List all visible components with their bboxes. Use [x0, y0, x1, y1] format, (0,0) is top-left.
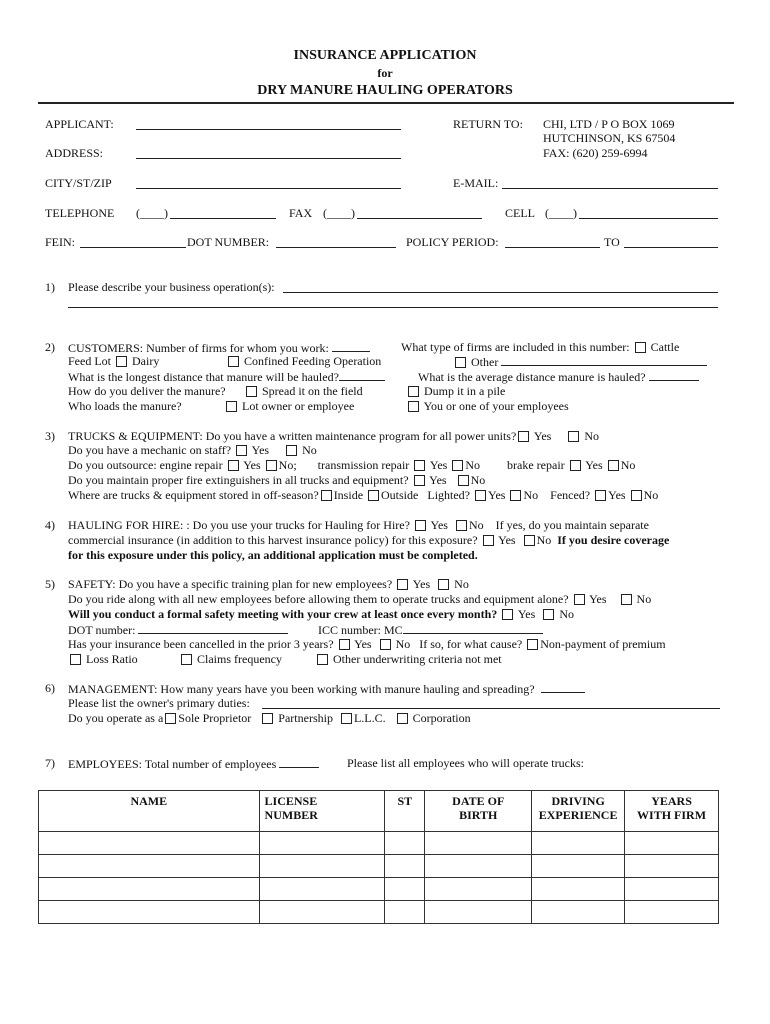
q1-number: 1) — [45, 280, 55, 294]
maintenance-yes-checkbox[interactable] — [518, 431, 529, 442]
telephone-field[interactable] — [170, 218, 276, 219]
average-distance-field[interactable] — [649, 369, 699, 381]
outside-checkbox[interactable] — [368, 490, 379, 501]
transmission-yes-checkbox[interactable] — [414, 460, 425, 471]
telephone-area: (____) — [136, 206, 168, 220]
email-field[interactable] — [502, 188, 718, 189]
q5-training: SAFETY: Do you have a specific training plan for new employees? Yes No — [68, 577, 469, 591]
commercial-no-checkbox[interactable] — [524, 535, 535, 546]
loads-question: Who loads the manure? — [68, 399, 182, 413]
meeting-yes-checkbox[interactable] — [502, 609, 513, 620]
table-cell[interactable] — [425, 878, 532, 901]
spread-option: Spread it on the field — [244, 384, 363, 398]
table-cell[interactable] — [625, 855, 719, 878]
lighted-no-checkbox[interactable] — [510, 490, 521, 501]
form-title: INSURANCE APPLICATION — [293, 48, 477, 63]
table-row — [39, 901, 719, 924]
cattle-checkbox[interactable] — [635, 342, 646, 353]
table-row — [39, 832, 719, 855]
col-header-dob: DATE OF BIRTH — [425, 791, 532, 832]
header-divider — [38, 102, 734, 104]
cell-field[interactable] — [579, 218, 718, 219]
you-checkbox[interactable] — [408, 401, 419, 412]
lot-owner-option: Lot owner or employee — [224, 399, 354, 413]
employees-count-field[interactable] — [279, 756, 319, 768]
address-label: ADDRESS: — [45, 146, 104, 160]
table-cell[interactable] — [385, 855, 425, 878]
spread-checkbox[interactable] — [246, 386, 257, 397]
policy-to-label: TO — [604, 235, 620, 249]
cell-label: CELL — [505, 206, 535, 220]
q4-commercial: commercial insurance (in addition to this harvest insurance policy) for this exposure? Yes No If you desire coverage — [68, 533, 670, 547]
other-field[interactable] — [501, 354, 707, 366]
q5-ride-along: Do you ride along with all new employees before allowing them to operate trucks and equipment alone? Yes No — [68, 592, 652, 606]
q1-field-line2[interactable] — [68, 307, 718, 308]
table-cell[interactable] — [385, 901, 425, 924]
confined-checkbox[interactable] — [228, 356, 239, 367]
extinguisher-yes-checkbox[interactable] — [414, 475, 425, 486]
other-checkbox[interactable] — [455, 357, 466, 368]
q7-number: 7) — [45, 756, 55, 770]
table-cell[interactable] — [39, 901, 260, 924]
table-cell[interactable] — [259, 832, 385, 855]
mechanic-no-checkbox[interactable] — [286, 445, 297, 456]
table-header-row — [39, 791, 719, 832]
form-title-for: for — [377, 66, 393, 80]
fax-area: (____) — [323, 206, 355, 220]
engine-no-checkbox[interactable] — [266, 460, 277, 471]
q5-meeting: Will you conduct a formal safety meeting with your crew at least once every month? Yes No — [68, 607, 574, 621]
return-fax: FAX: (620) 259-6994 — [543, 146, 648, 160]
table-cell[interactable] — [625, 901, 719, 924]
q2-customers: CUSTOMERS: Number of firms for whom you work: — [68, 340, 370, 355]
table-cell[interactable] — [532, 878, 625, 901]
return-to-label: RETURN TO: — [453, 117, 523, 131]
q4-number: 4) — [45, 518, 55, 532]
duties-field[interactable] — [262, 708, 720, 709]
deliver-question: How do you deliver the manure? — [68, 384, 226, 398]
q6-number: 6) — [45, 681, 55, 695]
fein-label: FEIN: — [45, 235, 75, 249]
transmission-no-checkbox[interactable] — [452, 460, 463, 471]
q5-icc: ICC number: MC — [318, 622, 543, 637]
table-cell[interactable] — [259, 855, 385, 878]
q3-outsource: Do you outsource: engine repair Yes No; transmission repair Yes No brake repair Yes No — [68, 458, 636, 472]
table-cell[interactable] — [532, 832, 625, 855]
q3-extinguishers: Do you maintain proper fire extinguishers in all trucks and equipment? Yes No — [68, 473, 486, 487]
meeting-no-checkbox[interactable] — [543, 609, 554, 620]
q2-firm-types: What type of firms are included in this number: Cattle — [401, 340, 680, 354]
inside-checkbox[interactable] — [321, 490, 332, 501]
policy-period-label: POLICY PERIOD: — [406, 235, 499, 249]
table-cell[interactable] — [425, 901, 532, 924]
longest-distance: What is the longest distance that manure will be hauled? — [68, 369, 385, 384]
address-field[interactable] — [136, 158, 401, 159]
q6-operate: Do you operate as a Sole Proprietor Partnership L.L.C. Corporation — [68, 711, 471, 725]
table-cell[interactable] — [259, 901, 385, 924]
q3-number: 3) — [45, 429, 55, 443]
training-yes-checkbox[interactable] — [397, 579, 408, 590]
table-cell[interactable] — [385, 832, 425, 855]
commercial-yes-checkbox[interactable] — [483, 535, 494, 546]
q4-hauling: HAULING FOR HIRE: : Do you use your trucks for Hauling for Hire? Yes No If yes, do you maintain separate — [68, 518, 649, 532]
city-label: CITY/ST/ZIP — [45, 176, 112, 190]
loss-ratio-checkbox[interactable] — [70, 654, 81, 665]
applicant-field[interactable] — [136, 129, 401, 130]
maintenance-no-checkbox[interactable] — [568, 431, 579, 442]
cell-area: (____) — [545, 206, 577, 220]
table-cell[interactable] — [39, 855, 260, 878]
claims-checkbox[interactable] — [181, 654, 192, 665]
policy-start-field[interactable] — [505, 247, 600, 248]
table-cell[interactable] — [259, 878, 385, 901]
q3-stored: Where are trucks & equipment stored in off-season? Inside Outside Lighted? Yes No Fenced? Yes No — [68, 488, 659, 502]
fenced-no-checkbox[interactable] — [631, 490, 642, 501]
table-cell[interactable] — [532, 901, 625, 924]
table-cell[interactable] — [385, 878, 425, 901]
fax-label: FAX — [289, 206, 313, 220]
email-label: E-MAIL: — [453, 176, 499, 190]
engine-yes-checkbox[interactable] — [228, 460, 239, 471]
q7-list: Please list all employees who will operate trucks: — [347, 756, 584, 770]
table-cell[interactable] — [625, 878, 719, 901]
dot-number-label: DOT NUMBER: — [187, 235, 270, 249]
applicant-label: APPLICANT: — [45, 117, 114, 131]
mechanic-yes-checkbox[interactable] — [236, 445, 247, 456]
loss-ratio-option: Loss Ratio — [68, 652, 138, 666]
dump-checkbox[interactable] — [408, 386, 419, 397]
fein-field[interactable] — [80, 247, 186, 248]
cancelled-yes-checkbox[interactable] — [339, 639, 350, 650]
ride-yes-checkbox[interactable] — [574, 594, 585, 605]
llc-checkbox[interactable] — [341, 713, 352, 724]
claims-option: Claims frequency — [179, 652, 282, 666]
col-header-driving: DRIVING EXPERIENCE — [532, 791, 625, 832]
you-option: You or one of your employees — [406, 399, 569, 413]
other-uw-option: Other underwriting criteria not met — [315, 652, 502, 666]
q2-number: 2) — [45, 340, 55, 354]
table-cell[interactable] — [425, 832, 532, 855]
telephone-label: TELEPHONE — [45, 206, 115, 220]
return-address-line2: HUTCHINSON, KS 67504 — [543, 131, 676, 145]
longest-distance-field[interactable] — [339, 369, 385, 381]
table-cell[interactable] — [39, 832, 260, 855]
policy-end-field[interactable] — [624, 247, 718, 248]
ride-no-checkbox[interactable] — [621, 594, 632, 605]
employee-table-body — [39, 832, 719, 924]
table-cell[interactable] — [625, 832, 719, 855]
lot-owner-checkbox[interactable] — [226, 401, 237, 412]
feedlot-option: Feed Lot Dairy — [68, 354, 160, 368]
brake-no-checkbox[interactable] — [608, 460, 619, 471]
q3-mechanic: Do you have a mechanic on staff? Yes No — [68, 443, 317, 457]
city-field[interactable] — [136, 188, 401, 189]
other-uw-checkbox[interactable] — [317, 654, 328, 665]
other-option: Other — [453, 354, 707, 369]
employee-table — [38, 790, 719, 924]
col-header-st: ST — [385, 791, 425, 832]
fax-field[interactable] — [357, 218, 482, 219]
training-no-checkbox[interactable] — [438, 579, 449, 590]
hire-no-checkbox[interactable] — [456, 520, 467, 531]
q6-management: MANAGEMENT: How many years have you been working with manure hauling and spreading? — [68, 681, 585, 696]
table-cell[interactable] — [39, 878, 260, 901]
firms-count-field[interactable] — [332, 340, 370, 352]
lighted-yes-checkbox[interactable] — [475, 490, 486, 501]
table-row — [39, 855, 719, 878]
years-field[interactable] — [541, 681, 585, 693]
q1-text: Please describe your business operation(s): — [68, 280, 275, 294]
average-distance: What is the average distance manure is hauled? — [418, 369, 699, 384]
corporation-checkbox[interactable] — [397, 713, 408, 724]
dump-option: Dump it in a pile — [406, 384, 505, 398]
dairy-checkbox[interactable] — [116, 356, 127, 367]
confined-option: Confined Feeding Operation — [226, 354, 381, 368]
partnership-checkbox[interactable] — [262, 713, 273, 724]
q1-field-line1[interactable] — [283, 292, 718, 293]
form-subtitle: DRY MANURE HAULING OPERATORS — [257, 83, 513, 98]
q5-number: 5) — [45, 577, 55, 591]
table-cell[interactable] — [532, 855, 625, 878]
col-header-license: LICENSE NUMBER — [259, 791, 385, 832]
q5-cancelled: Has your insurance been cancelled in the prior 3 years? Yes No If so, for what cause? Non-payment of premium — [68, 637, 666, 651]
q5-dot: DOT number: — [68, 622, 288, 637]
table-row — [39, 878, 719, 901]
q5-dot-field[interactable] — [138, 622, 288, 634]
extinguisher-no-checkbox[interactable] — [458, 475, 469, 486]
cancelled-no-checkbox[interactable] — [380, 639, 391, 650]
q7-employees: EMPLOYEES: Total number of employees — [68, 756, 319, 771]
sole-checkbox[interactable] — [165, 713, 176, 724]
return-address-line1: CHI, LTD / P O BOX 1069 — [543, 117, 675, 131]
brake-yes-checkbox[interactable] — [570, 460, 581, 471]
hire-yes-checkbox[interactable] — [415, 520, 426, 531]
q6-duties: Please list the owner's primary duties: — [68, 696, 250, 710]
col-header-name: NAME — [39, 791, 260, 832]
q5-icc-field[interactable] — [403, 622, 543, 634]
col-header-years: YEARS WITH FIRM — [625, 791, 719, 832]
table-cell[interactable] — [425, 855, 532, 878]
dot-number-field[interactable] — [276, 247, 396, 248]
fenced-yes-checkbox[interactable] — [595, 490, 606, 501]
q4-additional-note: for this exposure under this policy, an additional application must be completed. — [68, 548, 478, 562]
q3-maintenance: TRUCKS & EQUIPMENT: Do you have a written maintenance program for all power units? Yes No — [68, 429, 600, 443]
nonpay-checkbox[interactable] — [527, 639, 538, 650]
